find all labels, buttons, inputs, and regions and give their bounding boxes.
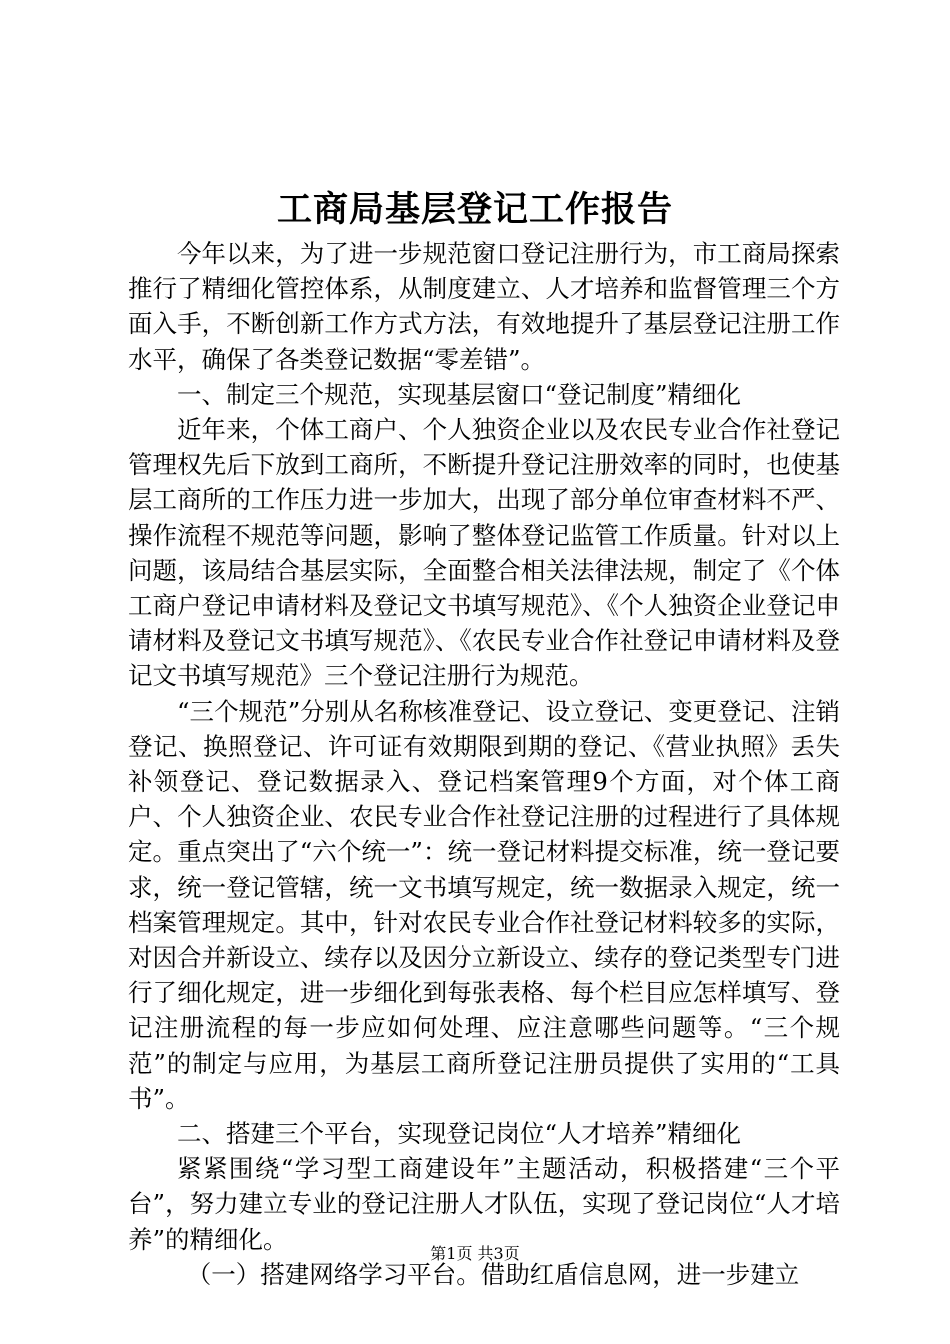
document-title: 工商局基层登记工作报告 [276, 189, 673, 230]
section-heading-2: 二、搭建三个平台，实现登记岗位“人才培养”精细化 [177, 1119, 742, 1149]
paragraph-3: 紧紧围绕“学习型工商建设年”主题活动，积极搭建“三个平台”，努力建立专业的登记注册人才队伍，实现了登记岗位“人才培养”的精细化。 [128, 1154, 840, 1254]
paragraph-2: “三个规范”分别从名称核准登记、设立登记、变更登记、注销登记、换照登记、许可证有效期限到期的登记、《营业执照》丢失补领登记、登记数据录入、登记档案管理9个方面，对个体工商户、个人独资企业、农民专业合作社登记注册的过程进行了具体规定。重点突出了“六个统一”：统一登记材料提交标准，统一登记要求，统一登记管辖，统一文书填写规定，统一数据录入规定，统一档案管理规定。其中，针对农民专业合作社登记材料较多的实际，对因合并新设立、续存以及因分立新设立、续存的登记类型专门进行了细化规定，进一步细化到每张表格、每个栏目应怎样填写、登记注册流程的每一步应如何处理、应注意哪些问题等。“三个规范”的制定与应用，为基层工商所登记注册员提供了实用的“工具书”。 [128, 696, 840, 1113]
document-body [128, 236, 840, 1292]
subsection-heading-1: （一）搭建网络学习平台。借助红盾信息网，进一步建立 [186, 1259, 800, 1289]
paragraph-1: 近年来，个体工商户、个人独资企业以及农民专业合作社登记管理权先后下放到工商所，不断提升登记注册效率的同时，也使基层工商所的工作压力进一步加大，出现了部分单位审查材料不严、操作流程不规范等问题，影响了整体登记监管工作质量。针对以上问题，该局结合基层实际，全面整合相关法律法规，制定了《个体工商户登记申请材料及登记文书填写规范》、《个人独资企业登记申请材料及登记文书填写规范》、《农民专业合作社登记申请材料及登记文书填写规范》三个登记注册行为规范。 [128, 415, 840, 691]
page-footer: 第1页 共3页 [430, 1244, 520, 1263]
section-heading-1: 一、制定三个规范，实现基层窗口“登记制度”精细化 [177, 379, 742, 409]
paragraph-intro: 今年以来，为了进一步规范窗口登记注册行为，市工商局探索推行了精细化管控体系，从制度建立、人才培养和监督管理三个方面入手，不断创新工作方式方法，有效地提升了基层登记注册工作水平，确保了各类登记数据“零差错”。 [128, 239, 840, 374]
